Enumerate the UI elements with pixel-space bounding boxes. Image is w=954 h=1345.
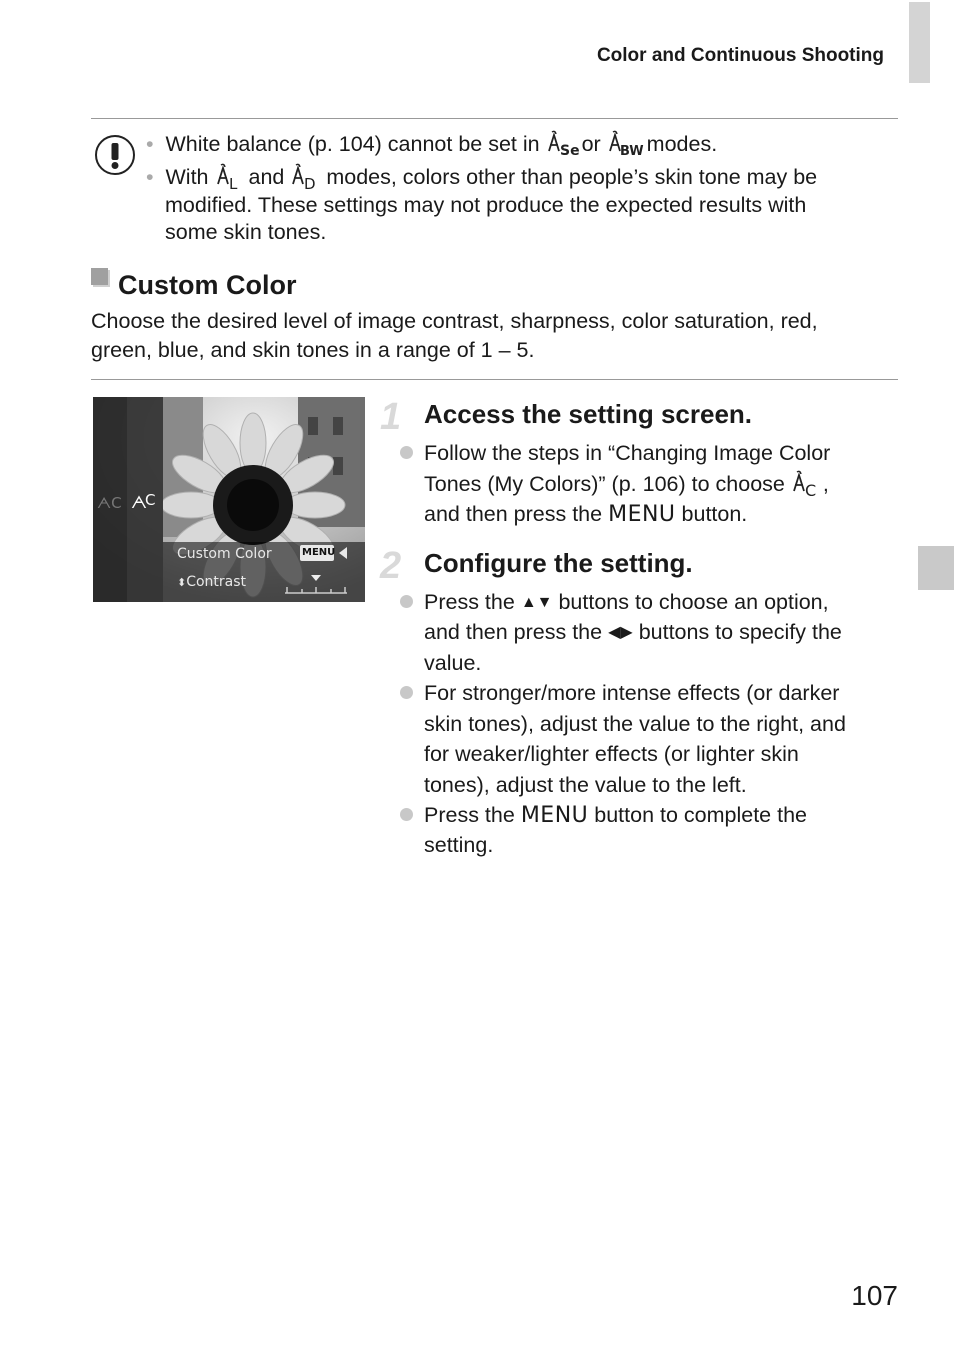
caution-text: and — [248, 165, 285, 189]
step-1-line-2 — [424, 471, 829, 500]
caution-text: modes. — [646, 132, 718, 156]
caution-text: With — [165, 165, 209, 189]
step-text: buttons to choose an option, — [558, 590, 829, 614]
step-text: Tones (My Colors)” (p. 106) to choose — [424, 472, 785, 496]
svg-text:C: C — [804, 481, 817, 500]
caution-text: modes, colors other than people’s skin tone may be — [326, 165, 818, 189]
section-desc-line-1: Choose the desired level of image contrast, sharpness, color saturation, red, — [91, 309, 818, 333]
menu-button-glyph: MENU — [608, 502, 676, 527]
screen-mode-icon-letter: C — [145, 491, 156, 509]
up-down-arrow-icon: ▲▼ — [520, 594, 553, 611]
section-desc-line-2: green, blue, and skin tones in a range of 1 – 5. — [91, 338, 535, 362]
divider-section — [91, 379, 898, 380]
menu-button-glyph: MENU — [520, 803, 589, 828]
screen-option-row — [177, 574, 246, 590]
step-text: and then press the — [424, 502, 603, 526]
step-2-bullet-1-line-1 — [424, 590, 829, 615]
svg-text:BW: BW — [619, 144, 644, 159]
svg-text:D: D — [304, 175, 316, 193]
step-2-bullet-3-line-2: setting. — [424, 833, 494, 857]
divider-top — [91, 118, 898, 119]
svg-text:L: L — [228, 175, 237, 193]
step-number-2: 2 — [380, 545, 402, 587]
caution-text: White balance (p. 104) cannot be set in — [165, 132, 540, 156]
svg-text:ᗅ: ᗅ — [131, 493, 147, 513]
step-number-1: 1 — [380, 396, 402, 438]
step-1-line-3 — [424, 502, 747, 527]
step-text: , — [822, 472, 829, 496]
step-1-title: Access the setting screen. — [424, 399, 753, 429]
step-text: buttons to specify the — [638, 620, 842, 644]
caution-line-4: some skin tones. — [165, 220, 327, 244]
bullet-dot — [400, 595, 413, 608]
bullet: • — [146, 165, 154, 189]
step-text: and then press the — [424, 620, 603, 644]
camera-screen-image — [93, 397, 365, 602]
caution-line-1 — [146, 130, 717, 158]
vivid-skin-darker-icon — [290, 164, 320, 193]
step-text: Press the — [424, 803, 515, 827]
bullet-dot — [400, 446, 413, 459]
caution-line-3: modified. These settings may not produce the expected results with — [165, 193, 807, 217]
step-1-line-1: Follow the steps in “Changing Image Color — [424, 441, 831, 465]
step-2-bullet-2-line-1: For stronger/more intense effects (or darker — [424, 681, 840, 705]
section-title: Custom Color — [118, 270, 297, 300]
caution-text: or — [581, 132, 601, 156]
bullet-dot — [400, 808, 413, 821]
step-2-bullet-2-line-4: tones), adjust the value to the left. — [424, 773, 747, 797]
header-tab-marker — [909, 2, 930, 83]
svg-text:ᗅC: ᗅC — [97, 494, 122, 512]
vivid-skin-lighter-icon — [215, 164, 243, 193]
step-2-bullet-3-line-1 — [424, 803, 807, 828]
step-2-bullet-1-line-3: value. — [424, 651, 482, 675]
bullet-dot — [400, 686, 413, 699]
bullet: • — [146, 132, 154, 156]
page-number: 107 — [851, 1280, 898, 1311]
step-2-title: Configure the setting. — [424, 548, 693, 578]
custom-color-mode-icon — [791, 471, 823, 500]
step-text: button. — [681, 502, 748, 526]
screen-menu-label: Custom Color — [177, 546, 272, 562]
screen-option-label: Contrast — [186, 574, 247, 590]
section-marker — [91, 268, 108, 285]
step-2-bullet-1-line-2 — [424, 620, 842, 645]
caution-icon — [94, 134, 136, 176]
svg-text:Se: Se — [559, 143, 580, 159]
screen-menu-button: MENU — [302, 547, 336, 558]
step-2-bullet-2-line-2: skin tones), adjust the value to the right, and — [424, 712, 846, 736]
updown-arrow-icon: ⬍ — [177, 576, 187, 589]
step-text: button to complete the — [594, 803, 808, 827]
sepia-mode-icon — [546, 131, 580, 159]
bw-mode-icon — [607, 131, 644, 159]
caution-line-2 — [146, 163, 817, 191]
side-tab-marker — [918, 546, 954, 590]
running-header: Color and Continuous Shooting — [596, 45, 884, 66]
left-right-arrow-icon: ◀▶ — [608, 624, 633, 641]
step-2-bullet-2-line-3: for weaker/lighter effects (or lighter skin — [424, 742, 799, 766]
step-text: Press the — [424, 590, 515, 614]
